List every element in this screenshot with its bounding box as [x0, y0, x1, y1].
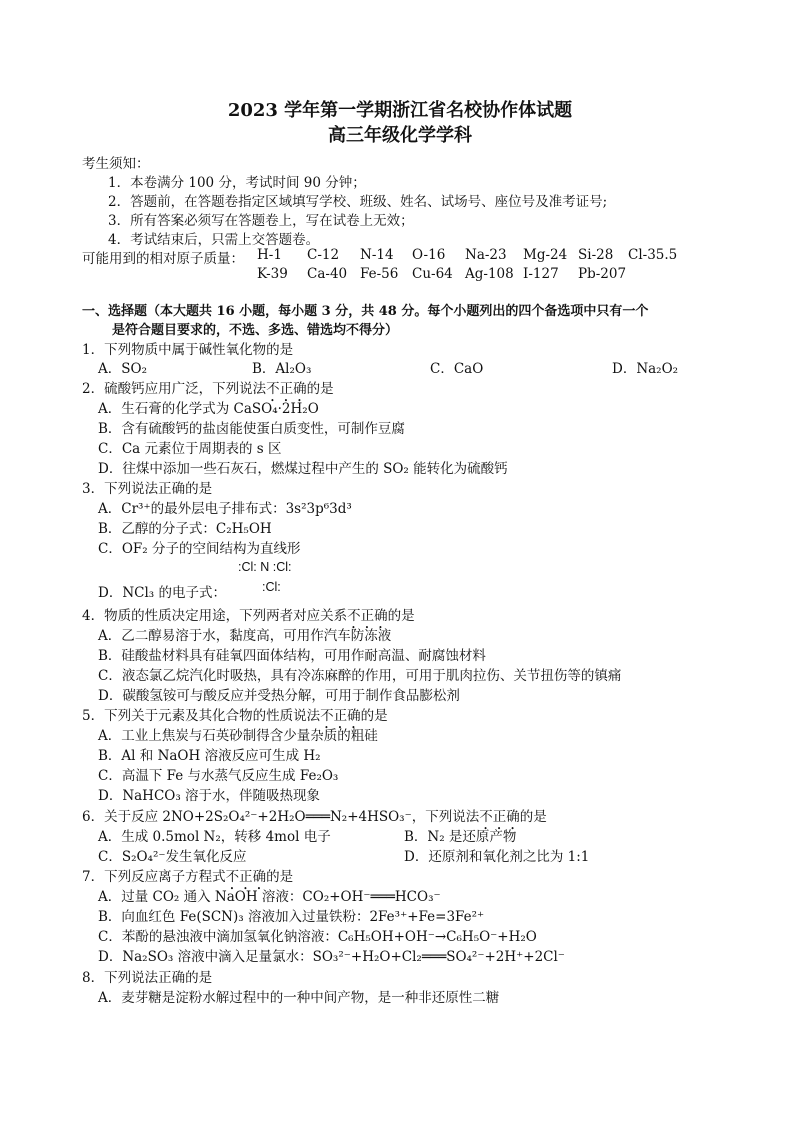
emphasis-text: 不正确: [320, 708, 361, 724]
notice-item: 4．考试结束后，只需上交答题卷。: [108, 232, 320, 248]
option-b: B．N₂ 是还原产物: [404, 829, 517, 845]
option-d: D．Na₂O₂: [612, 361, 679, 377]
stem-text: 6．关于反应 2NO+2S₂O₄²⁻+2H₂O═══N₂+4HSO₃⁻，下列说法: [82, 809, 480, 825]
option-c: C．Ca 元素位于周期表的 s 区: [98, 441, 282, 457]
option-b: B．含有硫酸钙的盐卤能使蛋白质变性，可制作豆腐: [98, 421, 405, 437]
option-d: D．Na₂SO₃ 溶液中滴入足量氯水：SO₃²⁻+H₂O+Cl₂═══SO₄²⁻+2H⁺+2Cl⁻: [98, 949, 565, 965]
atomic-mass: Mg-24: [523, 247, 568, 263]
option-d: D．往煤中添加一些石灰石，燃煤过程中产生的 SO₂ 能转化为硫酸钙: [98, 461, 508, 477]
stem-text: 7．下列反应离子方程式: [82, 869, 226, 885]
atomic-mass: Ag-108: [465, 266, 514, 282]
option-b: B．Al 和 NaOH 溶液反应可生成 H₂: [98, 748, 321, 764]
option-c: C．S₂O₄²⁻发生氧化反应: [98, 849, 247, 865]
atomic-mass: Cu-64: [412, 266, 453, 282]
notice-item: 1．本卷满分 100 分，考试时间 90 分钟；: [108, 175, 366, 191]
stem-text: 2．硫酸钙应用广泛，下列说法: [82, 381, 267, 397]
section-heading-cont: 是符合题目要求的，不选、多选、错选均不得分）: [112, 323, 399, 338]
option-a: A．麦芽糖是淀粉水解过程中的一种中间产物，是一种非还原性二糖: [98, 990, 500, 1006]
option-a: A．乙二醇易溶于水，黏度高，可用作汽车防冻液: [98, 628, 392, 644]
option-b: B．乙醇的分子式：C₂H₅OH: [98, 521, 272, 537]
lewis-structure-top: :Cl: N :Cl:: [238, 560, 292, 574]
option-c: C．高温下 Fe 与水蒸气反应生成 Fe₂O₃: [98, 768, 339, 784]
option-d: D．还原剂和氧化剂之比为 1:1: [404, 849, 590, 865]
exam-subtitle: 高三年级化学学科: [328, 125, 472, 146]
option-a: A．工业上焦炭与石英砂制得含少量杂质的粗硅: [98, 728, 378, 744]
atomic-mass: Ca-40: [307, 266, 348, 282]
atomic-mass: H-1: [257, 247, 282, 263]
notice-item: 3．所有答案必须写在答题卷上，写在试卷上无效；: [108, 213, 414, 229]
option-a: A．生石膏的化学式为 CaSO₄·2H₂O: [98, 401, 319, 417]
atomic-mass: Si-28: [578, 247, 614, 263]
stem-text: 的是: [519, 809, 547, 825]
option-b: B．Al₂O₃: [252, 361, 312, 377]
atomic-mass: O-16: [412, 247, 446, 263]
option-a: A．SO₂: [98, 361, 147, 377]
lewis-structure-bottom: :Cl:: [262, 580, 281, 594]
option-a: A．Cr³⁺的最外层电子排布式：3s²3p⁶3d³: [98, 501, 352, 517]
option-c: C．OF₂ 分子的空间结构为直线形: [98, 541, 301, 557]
option-c: C．液态氯乙烷汽化时吸热，具有冷冻麻醉的作用，可用于肌肉拉伤、关节扭伤等的镇痛: [98, 668, 622, 684]
stem-text: 的是: [266, 869, 294, 885]
option-d: D．NCl₃ 的电子式：: [98, 585, 226, 601]
notice-item: 2．答题前，在答题卷指定区域填写学校、班级、姓名、试场号、座位号及准考证号;: [108, 194, 608, 210]
atomic-mass: Pb-207: [578, 266, 627, 282]
question-stem: 3．下列说法正确的是: [82, 481, 213, 497]
option-b: B．硅酸盐材料具有硅氧四面体结构，可用作耐高温、耐腐蚀材料: [98, 648, 486, 664]
emphasis-text: 不正确: [266, 381, 307, 397]
atomic-mass-label: 可能用到的相对原子质量：: [82, 251, 244, 267]
option-d: D．碳酸氢铵可与酸反应并受热分解，可用于制作食品膨松剂: [98, 688, 460, 704]
emphasis-text: 不正确: [225, 869, 267, 885]
stem-text: 的是: [360, 708, 388, 724]
atomic-mass: N-14: [360, 247, 394, 263]
option-a: A．生成 0.5mol N₂，转移 4mol 电子: [98, 829, 331, 845]
atomic-mass: Cl-35.5: [628, 247, 678, 263]
notice-heading: 考生须知：: [82, 156, 150, 172]
stem-text: 的是: [306, 381, 334, 397]
stem-text: 4．物质的性质决定用途，下列两者对应关系: [82, 608, 348, 624]
atomic-mass: Na-23: [465, 247, 507, 263]
stem-text: 5．下列关于元素及其化合物的性质说法: [82, 708, 321, 724]
option-c: C．CaO: [430, 361, 484, 377]
option-d: D．NaHCO₃ 溶于水，伴随吸热现象: [98, 788, 321, 804]
section-heading: 一、选择题（本大题共 16 小题，每小题 3 分，共 48 分。每个小题列出的四个备选项中只有一个: [82, 304, 649, 319]
atomic-mass: Fe-56: [360, 266, 399, 282]
atomic-mass: K-39: [257, 266, 288, 282]
stem-text: 的是: [387, 608, 415, 624]
exam-title: 2023 学年第一学期浙江省名校协作体试题: [227, 100, 573, 121]
question-stem: 8．下列说法正确的是: [82, 970, 213, 986]
emphasis-text: 不正确: [347, 608, 388, 624]
option-a: A．过量 CO₂ 通入 NaOH 溶液：CO₂+OH⁻═══HCO₃⁻: [98, 889, 441, 905]
question-stem: 1．下列物质中属于碱性氧化物的是: [82, 342, 294, 358]
option-c: C．苯酚的悬浊液中滴加氢氧化钠溶液：C₆H₅OH+OH⁻→C₆H₅O⁻+H₂O: [98, 929, 537, 945]
emphasis-text: 不正确: [479, 809, 520, 825]
atomic-mass: I-127: [523, 266, 559, 282]
option-b: B．向血红色 Fe(SCN)₃ 溶液加入过量铁粉：2Fe³⁺+Fe=3Fe²⁺: [98, 909, 485, 925]
atomic-mass: C-12: [307, 247, 340, 263]
